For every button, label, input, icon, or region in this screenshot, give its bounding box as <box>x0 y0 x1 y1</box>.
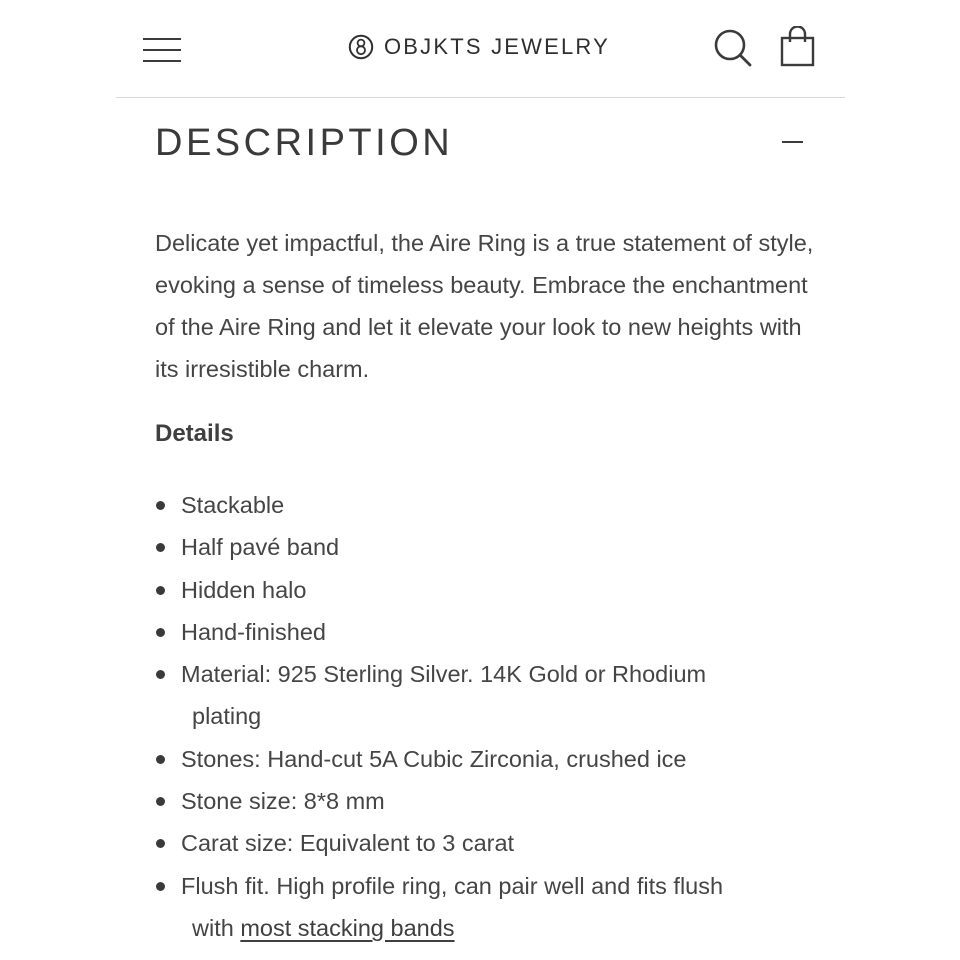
minus-icon[interactable] <box>780 132 806 152</box>
search-icon[interactable] <box>713 28 753 68</box>
list-item: Stone size: 8*8 mm <box>155 780 815 822</box>
list-item: Stones: Hand-cut 5A Cubic Zirconia, crushed ice <box>155 738 815 780</box>
hamburger-menu-icon[interactable] <box>143 34 183 66</box>
list-item: Material: 925 Sterling Silver. 14K Gold or Rhodium plating <box>155 653 815 738</box>
site-header <box>116 0 845 98</box>
list-item: Hand-finished <box>155 611 815 653</box>
description-paragraph: Delicate yet impactful, the Aire Ring is a true statement of style, evoking a sense of timeless beauty. Embrace the enchantment of the Aire Ring and let it elevate your look to new heights with its irresistible charm. <box>155 230 814 382</box>
shopping-bag-icon[interactable] <box>779 26 817 68</box>
brand-logo-icon <box>348 34 374 60</box>
brand-name: OBJKTS JEWELRY <box>384 34 610 59</box>
brand[interactable] <box>348 30 610 64</box>
details-heading: Details <box>155 420 234 447</box>
list-item: Carat size: Equivalent to 3 carat <box>155 822 815 864</box>
stacking-bands-link[interactable]: most stacking bands <box>240 914 455 941</box>
details-list <box>155 484 815 949</box>
list-item: Hidden halo <box>155 569 815 611</box>
list-item: Stackable <box>155 484 815 526</box>
list-item: Flush fit. High profile ring, can pair well and fits flush with most stacking bands <box>155 865 815 950</box>
description-heading[interactable]: DESCRIPTION <box>155 122 454 164</box>
list-item: Half pavé band <box>155 526 815 568</box>
